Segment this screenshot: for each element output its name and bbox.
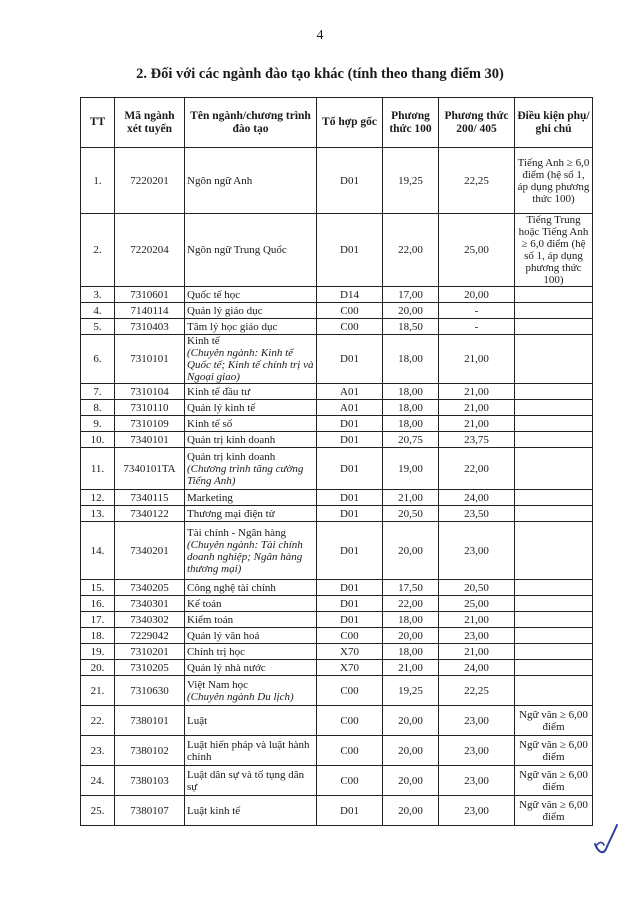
cell-note: Tiếng Trung hoặc Tiếng Anh ≥ 6,0 điểm (hệ số 1, áp dụng phương thức 100) bbox=[515, 214, 593, 287]
program-name: Marketing bbox=[187, 491, 233, 504]
cell-note bbox=[515, 676, 593, 706]
table-header-row bbox=[81, 98, 593, 148]
cell-note bbox=[515, 490, 593, 506]
cell-subject-combination: D01 bbox=[317, 148, 383, 214]
cell-method-200-405: - bbox=[439, 303, 515, 319]
cell-method-100: 22,00 bbox=[383, 214, 439, 287]
cell-program-name bbox=[185, 148, 317, 214]
cell-code: 7380107 bbox=[115, 796, 185, 826]
cell-program-name bbox=[185, 628, 317, 644]
cell-program-name bbox=[185, 736, 317, 766]
program-name: Quốc tế học bbox=[187, 288, 241, 301]
cell-note bbox=[515, 580, 593, 596]
cell-note bbox=[515, 506, 593, 522]
cell-method-200-405: 21,00 bbox=[439, 644, 515, 660]
cell-code: 7220201 bbox=[115, 148, 185, 214]
cell-method-100: 19,00 bbox=[383, 448, 439, 490]
cell-note bbox=[515, 628, 593, 644]
program-name: Quản lý kinh tế bbox=[187, 401, 256, 414]
table-row bbox=[81, 319, 593, 335]
cell-method-100: 18,00 bbox=[383, 335, 439, 384]
table-row bbox=[81, 522, 593, 580]
cell-code: 7310104 bbox=[115, 384, 185, 400]
cell-method-100: 20,00 bbox=[383, 736, 439, 766]
cell-note bbox=[515, 384, 593, 400]
table-row bbox=[81, 644, 593, 660]
program-name: Chính trị học bbox=[187, 645, 246, 658]
cell-tt: 11. bbox=[81, 448, 115, 490]
table-row bbox=[81, 432, 593, 448]
cell-method-100: 20,00 bbox=[383, 796, 439, 826]
cell-method-100: 20,00 bbox=[383, 766, 439, 796]
cell-tt: 4. bbox=[81, 303, 115, 319]
table-row bbox=[81, 214, 593, 287]
cell-program-name bbox=[185, 676, 317, 706]
cell-code: 7229042 bbox=[115, 628, 185, 644]
cell-program-name bbox=[185, 335, 317, 384]
cell-method-100: 20,00 bbox=[383, 628, 439, 644]
table-row bbox=[81, 612, 593, 628]
cell-program-name bbox=[185, 214, 317, 287]
cell-subject-combination: C00 bbox=[317, 706, 383, 736]
program-name: Quản lý nhà nước bbox=[187, 661, 266, 674]
cell-tt: 20. bbox=[81, 660, 115, 676]
cell-method-100: 18,50 bbox=[383, 319, 439, 335]
cell-method-200-405: 23,00 bbox=[439, 706, 515, 736]
cell-subject-combination: D01 bbox=[317, 432, 383, 448]
cell-method-200-405: 21,00 bbox=[439, 416, 515, 432]
cell-code: 7340301 bbox=[115, 596, 185, 612]
cell-subject-combination: D01 bbox=[317, 522, 383, 580]
program-specialization: (Chương trình tăng cường Tiếng Anh) bbox=[187, 462, 304, 487]
table-row bbox=[81, 596, 593, 612]
header-code: Mã ngành xét tuyển bbox=[115, 98, 185, 148]
table-body bbox=[81, 148, 593, 826]
cell-code: 7340101TA bbox=[115, 448, 185, 490]
cell-method-100: 21,00 bbox=[383, 490, 439, 506]
cell-tt: 8. bbox=[81, 400, 115, 416]
cell-note bbox=[515, 335, 593, 384]
cell-program-name bbox=[185, 416, 317, 432]
cell-method-100: 20,00 bbox=[383, 522, 439, 580]
cell-program-name bbox=[185, 522, 317, 580]
program-name: Kiểm toán bbox=[187, 613, 234, 626]
cell-method-200-405: 25,00 bbox=[439, 596, 515, 612]
table-row bbox=[81, 706, 593, 736]
table-row bbox=[81, 287, 593, 303]
program-name: Tài chính - Ngân hàng bbox=[187, 526, 286, 539]
cell-subject-combination: C00 bbox=[317, 303, 383, 319]
cell-method-100: 18,00 bbox=[383, 384, 439, 400]
program-specialization: (Chuyên ngành: Tài chính doanh nghiệp; Ngân hàng thương mại) bbox=[187, 538, 303, 575]
cell-note bbox=[515, 432, 593, 448]
cell-program-name bbox=[185, 644, 317, 660]
cell-code: 7380101 bbox=[115, 706, 185, 736]
cell-tt: 18. bbox=[81, 628, 115, 644]
cell-subject-combination: C00 bbox=[317, 766, 383, 796]
cell-code: 7340115 bbox=[115, 490, 185, 506]
cell-subject-combination: D01 bbox=[317, 416, 383, 432]
cell-method-100: 19,25 bbox=[383, 676, 439, 706]
program-name: Kinh tế đầu tư bbox=[187, 385, 251, 398]
cell-program-name bbox=[185, 490, 317, 506]
cell-subject-combination: C00 bbox=[317, 319, 383, 335]
table-row bbox=[81, 628, 593, 644]
cell-method-100: 18,00 bbox=[383, 612, 439, 628]
cell-program-name bbox=[185, 796, 317, 826]
header-method-200-405: Phương thức 200/ 405 bbox=[439, 98, 515, 148]
cell-note bbox=[515, 400, 593, 416]
cell-code: 7340101 bbox=[115, 432, 185, 448]
cell-method-100: 20,50 bbox=[383, 506, 439, 522]
cell-method-100: 21,00 bbox=[383, 660, 439, 676]
cell-program-name bbox=[185, 596, 317, 612]
cell-method-200-405: 23,75 bbox=[439, 432, 515, 448]
cell-method-200-405: 23,00 bbox=[439, 766, 515, 796]
program-specialization: (Chuyên ngành Du lịch) bbox=[187, 690, 294, 703]
table-row bbox=[81, 303, 593, 319]
program-name: Thương mại điện tử bbox=[187, 507, 275, 520]
cell-program-name bbox=[185, 506, 317, 522]
cell-tt: 6. bbox=[81, 335, 115, 384]
cell-program-name bbox=[185, 319, 317, 335]
page-number: 4 bbox=[316, 28, 324, 43]
cell-program-name bbox=[185, 448, 317, 490]
cell-code: 7340302 bbox=[115, 612, 185, 628]
cell-program-name bbox=[185, 432, 317, 448]
cell-note bbox=[515, 287, 593, 303]
cell-subject-combination: D01 bbox=[317, 612, 383, 628]
cell-method-200-405: 21,00 bbox=[439, 400, 515, 416]
cell-subject-combination: D01 bbox=[317, 580, 383, 596]
cell-method-200-405: 21,00 bbox=[439, 384, 515, 400]
cell-method-200-405: 23,00 bbox=[439, 796, 515, 826]
cell-code: 7310403 bbox=[115, 319, 185, 335]
cell-program-name bbox=[185, 706, 317, 736]
cell-note bbox=[515, 596, 593, 612]
program-name: Quản trị kinh doanh bbox=[187, 450, 276, 463]
cell-subject-combination: D01 bbox=[317, 596, 383, 612]
cell-tt: 14. bbox=[81, 522, 115, 580]
cell-code: 7220204 bbox=[115, 214, 185, 287]
header-tt: TT bbox=[81, 98, 115, 148]
table-row bbox=[81, 736, 593, 766]
cell-program-name bbox=[185, 660, 317, 676]
header-note: Điều kiện phụ/ ghi chú bbox=[515, 98, 593, 148]
cell-tt: 19. bbox=[81, 644, 115, 660]
cell-tt: 10. bbox=[81, 432, 115, 448]
cell-code: 7380102 bbox=[115, 736, 185, 766]
program-name: Quản lý văn hoá bbox=[187, 629, 260, 642]
cell-code: 7310201 bbox=[115, 644, 185, 660]
cell-method-200-405: 20,00 bbox=[439, 287, 515, 303]
cell-note bbox=[515, 660, 593, 676]
cell-code: 7140114 bbox=[115, 303, 185, 319]
cell-tt: 15. bbox=[81, 580, 115, 596]
cell-note bbox=[515, 416, 593, 432]
cell-note bbox=[515, 644, 593, 660]
program-name: Kế toán bbox=[187, 597, 222, 610]
cell-program-name bbox=[185, 766, 317, 796]
cell-tt: 3. bbox=[81, 287, 115, 303]
cell-tt: 24. bbox=[81, 766, 115, 796]
cell-subject-combination: D01 bbox=[317, 214, 383, 287]
cell-note: Ngữ văn ≥ 6,00 điểm bbox=[515, 796, 593, 826]
cell-note: Ngữ văn ≥ 6,00 điểm bbox=[515, 736, 593, 766]
cell-subject-combination: D14 bbox=[317, 287, 383, 303]
program-name: Kinh tế số bbox=[187, 417, 233, 430]
cell-method-100: 20,00 bbox=[383, 706, 439, 736]
cell-method-100: 18,00 bbox=[383, 644, 439, 660]
cell-method-100: 22,00 bbox=[383, 596, 439, 612]
cell-program-name bbox=[185, 400, 317, 416]
program-name: Luật hiến pháp và luật hành chính bbox=[187, 738, 310, 763]
program-name: Kinh tế bbox=[187, 335, 220, 347]
cell-subject-combination: C00 bbox=[317, 628, 383, 644]
table-row bbox=[81, 490, 593, 506]
cell-subject-combination: D01 bbox=[317, 490, 383, 506]
cell-method-200-405: 22,25 bbox=[439, 676, 515, 706]
cell-tt: 9. bbox=[81, 416, 115, 432]
cell-subject-combination: D01 bbox=[317, 506, 383, 522]
header-method-100: Phương thức 100 bbox=[383, 98, 439, 148]
cell-program-name bbox=[185, 287, 317, 303]
program-name: Công nghệ tài chính bbox=[187, 581, 276, 594]
table-row bbox=[81, 660, 593, 676]
cell-method-100: 20,75 bbox=[383, 432, 439, 448]
cell-note bbox=[515, 522, 593, 580]
cell-method-200-405: 23,00 bbox=[439, 736, 515, 766]
cell-method-200-405: 22,00 bbox=[439, 448, 515, 490]
cell-subject-combination: D01 bbox=[317, 448, 383, 490]
cell-subject-combination: X70 bbox=[317, 644, 383, 660]
cell-tt: 1. bbox=[81, 148, 115, 214]
cell-tt: 13. bbox=[81, 506, 115, 522]
table-row bbox=[81, 416, 593, 432]
program-name: Quản trị kinh doanh bbox=[187, 433, 276, 446]
cell-tt: 2. bbox=[81, 214, 115, 287]
cell-note bbox=[515, 303, 593, 319]
cell-program-name bbox=[185, 580, 317, 596]
cell-tt: 21. bbox=[81, 676, 115, 706]
program-name: Việt Nam học bbox=[187, 678, 249, 691]
program-name: Ngôn ngữ Anh bbox=[187, 174, 253, 187]
cell-note bbox=[515, 448, 593, 490]
cell-subject-combination: C00 bbox=[317, 736, 383, 766]
table-row bbox=[81, 766, 593, 796]
cell-note bbox=[515, 319, 593, 335]
table-row bbox=[81, 335, 593, 384]
cell-tt: 12. bbox=[81, 490, 115, 506]
cell-method-100: 18,00 bbox=[383, 400, 439, 416]
cell-tt: 7. bbox=[81, 384, 115, 400]
cell-code: 7340201 bbox=[115, 522, 185, 580]
cell-code: 7310101 bbox=[115, 335, 185, 384]
table-row bbox=[81, 676, 593, 706]
cell-code: 7310110 bbox=[115, 400, 185, 416]
cell-tt: 16. bbox=[81, 596, 115, 612]
cell-program-name bbox=[185, 612, 317, 628]
program-name: Luật bbox=[187, 714, 208, 727]
cell-note: Ngữ văn ≥ 6,00 điểm bbox=[515, 706, 593, 736]
cell-method-100: 20,00 bbox=[383, 303, 439, 319]
cell-program-name bbox=[185, 303, 317, 319]
cell-method-200-405: 23,00 bbox=[439, 522, 515, 580]
cell-code: 7340205 bbox=[115, 580, 185, 596]
cell-method-200-405: 21,00 bbox=[439, 335, 515, 384]
table-row bbox=[81, 384, 593, 400]
program-name: Ngôn ngữ Trung Quốc bbox=[187, 244, 287, 256]
program-name: Luật kinh tế bbox=[187, 804, 241, 817]
cell-method-100: 17,00 bbox=[383, 287, 439, 303]
admission-scores-table bbox=[80, 97, 593, 826]
table-row bbox=[81, 796, 593, 826]
cell-method-200-405: 20,50 bbox=[439, 580, 515, 596]
cell-method-100: 18,00 bbox=[383, 416, 439, 432]
cell-code: 7310205 bbox=[115, 660, 185, 676]
cell-method-200-405: 21,00 bbox=[439, 612, 515, 628]
cell-subject-combination: D01 bbox=[317, 335, 383, 384]
cell-subject-combination: A01 bbox=[317, 384, 383, 400]
table-row bbox=[81, 148, 593, 214]
cell-note: Ngữ văn ≥ 6,00 điểm bbox=[515, 766, 593, 796]
cell-method-200-405: - bbox=[439, 319, 515, 335]
cell-note: Tiếng Anh ≥ 6,0 điểm (hệ số 1, áp dụng phương thức 100) bbox=[515, 148, 593, 214]
cell-tt: 23. bbox=[81, 736, 115, 766]
header-subject-combination: Tổ hợp gốc bbox=[317, 98, 383, 148]
cell-method-200-405: 24,00 bbox=[439, 490, 515, 506]
cell-tt: 25. bbox=[81, 796, 115, 826]
cell-method-200-405: 24,00 bbox=[439, 660, 515, 676]
table-row bbox=[81, 506, 593, 522]
cell-tt: 22. bbox=[81, 706, 115, 736]
program-name: Quản lý giáo dục bbox=[187, 304, 263, 317]
cell-code: 7380103 bbox=[115, 766, 185, 796]
cell-method-100: 17,50 bbox=[383, 580, 439, 596]
cell-tt: 17. bbox=[81, 612, 115, 628]
cell-method-200-405: 25,00 bbox=[439, 214, 515, 287]
cell-code: 7340122 bbox=[115, 506, 185, 522]
program-name: Luật dân sự và tố tụng dân sự bbox=[187, 768, 305, 793]
cell-method-200-405: 23,00 bbox=[439, 628, 515, 644]
section-title: 2. Đối với các ngành đào tạo khác (tính theo thang điểm 30) bbox=[136, 66, 504, 82]
pen-check-mark-icon bbox=[592, 822, 620, 856]
program-name: Tâm lý học giáo dục bbox=[187, 320, 278, 333]
cell-method-200-405: 22,25 bbox=[439, 148, 515, 214]
cell-method-100: 19,25 bbox=[383, 148, 439, 214]
cell-subject-combination: D01 bbox=[317, 796, 383, 826]
cell-subject-combination: A01 bbox=[317, 400, 383, 416]
table-row bbox=[81, 400, 593, 416]
cell-code: 7310630 bbox=[115, 676, 185, 706]
cell-tt: 5. bbox=[81, 319, 115, 335]
cell-subject-combination: C00 bbox=[317, 676, 383, 706]
cell-method-200-405: 23,50 bbox=[439, 506, 515, 522]
table-row bbox=[81, 580, 593, 596]
cell-code: 7310109 bbox=[115, 416, 185, 432]
cell-program-name bbox=[185, 384, 317, 400]
cell-code: 7310601 bbox=[115, 287, 185, 303]
cell-subject-combination: X70 bbox=[317, 660, 383, 676]
program-specialization: (Chuyên ngành: Kinh tế Quốc tế; Kinh tế chính trị và Ngoại giao) bbox=[187, 347, 314, 383]
table-row bbox=[81, 448, 593, 490]
cell-note bbox=[515, 612, 593, 628]
header-program-name: Tên ngành/chương trình đào tạo bbox=[185, 98, 317, 148]
